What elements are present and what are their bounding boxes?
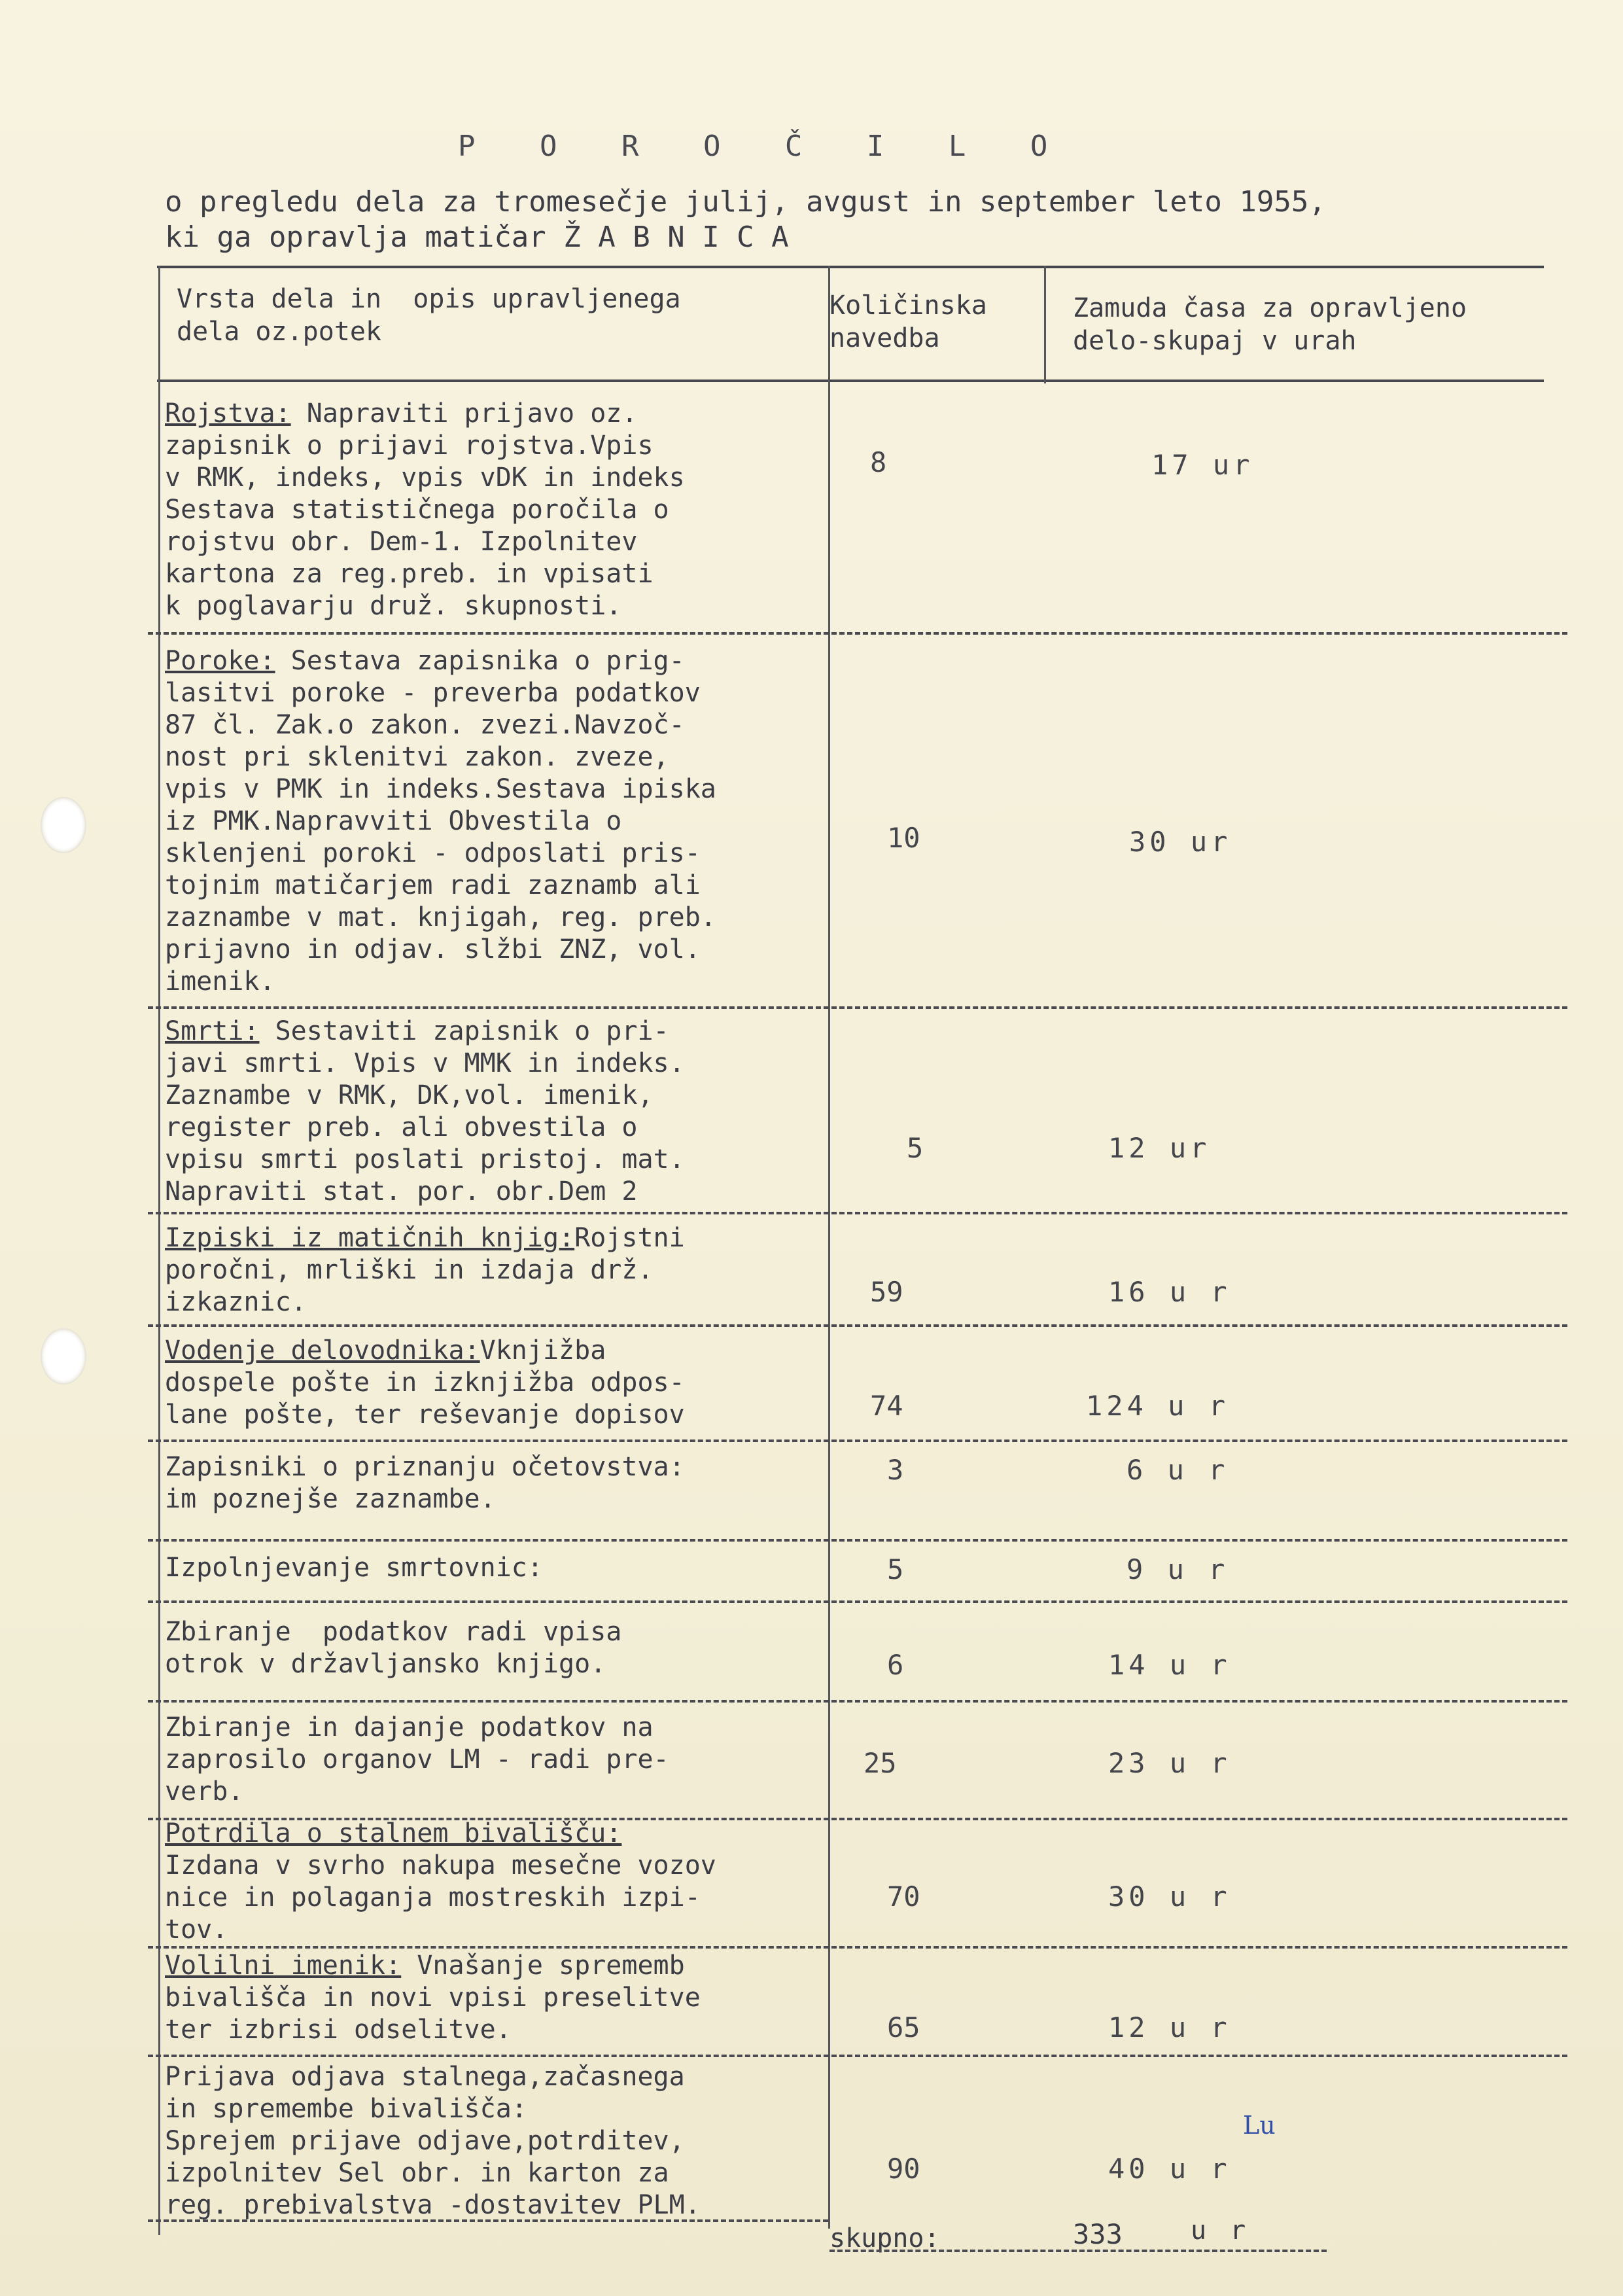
header-bottom-rule	[157, 380, 1544, 382]
table-top-rule	[157, 266, 1544, 268]
row-hours: 40 u r	[1108, 2153, 1231, 2185]
row-quantity: 70	[887, 1881, 920, 1913]
row-hours: 12 u r	[1108, 2011, 1231, 2043]
header-description	[177, 283, 681, 348]
row-quantity: 6	[887, 1649, 904, 1681]
row-quantity: 5	[887, 1553, 904, 1585]
row-text: Sestava zapisnika o prig- lasitvi poroke - preverba podatkov 87 čl. Zak.o zakon. zvezi.Navzoč- nost pri sklenitvi zakon. zveze, vpis v PMK in indeks.Sestava ipiska iz PMK.Napravviti Obvestila o sklenjeni poroki - odposlati pris- tojnim matičarjem radi zaznamb ali zaznambe v mat. knjigah, reg. preb. prijavno in odjav. slžbi ZNZ, vol. imenik.	[165, 646, 716, 997]
handwritten-note: Lu	[1243, 2111, 1276, 2140]
row-quantity: 3	[887, 1454, 904, 1486]
punch-hole	[41, 797, 86, 853]
row-divider	[148, 1700, 1567, 1703]
row-text: Napraviti prijavo oz. zapisnik o prijavi rojstva.Vpis v RMK, indeks, vpis vDK in indeks Sestava statističnega poročila o rojstvu obr. Dem-1. Izpolnitev kartona za reg.preb. in vpisati k poglavarju druž. skupnosti.	[165, 398, 685, 621]
row-hours: 16 u r	[1108, 1276, 1231, 1308]
row-lead: Smrti:	[165, 1016, 260, 1046]
row-text: Vnašanje sprememb bivališča in novi vpisi preselitve ter izbrisi odselitve.	[165, 1951, 701, 2045]
row-quantity: 25	[864, 1747, 897, 1779]
header-hours	[1073, 292, 1467, 357]
row-text: Izdana v svrho nakupa mesečne vozov nice in polaganja mostreskih izpi- tov.	[165, 1850, 716, 1945]
row-description	[165, 1818, 826, 1946]
row-quantity: 90	[887, 2153, 920, 2185]
row-lead: Volilni imenik:	[165, 1951, 402, 1981]
row-hours: 30 ur	[1129, 826, 1232, 858]
row-text: Zbiranje in dajanje podatkov na zaprosilo organov LM - radi pre- verb.	[165, 1712, 669, 1807]
row-lead: Rojstva:	[165, 398, 291, 429]
row-description	[165, 2061, 826, 2221]
row-hours: 23 u r	[1108, 1747, 1231, 1779]
row-divider	[148, 1439, 1567, 1442]
row-text: Izpolnjevanje smrtovnic:	[165, 1553, 543, 1583]
header-text: Količinska	[829, 291, 987, 321]
row-text: Vknjižba dospele pošte in izknjižba odpos- lane pošte, ter reševanje dopisov	[165, 1335, 685, 1430]
row-quantity: 74	[870, 1390, 903, 1422]
row-description	[165, 398, 826, 622]
row-text: Sestaviti zapisnik o pri- javi smrti. Vpis v MMK in indeks. Zaznambe v RMK, DK,vol. imenik, register preb. ali obvestila o vpisu smrti poslati pristoj. mat. Napraviti stat. por. obr.Dem 2	[165, 1016, 685, 1207]
row-text: Zapisniki o priznanju očetovstva: im poznejše zaznambe.	[165, 1452, 685, 1514]
subtitle-line: ki ga opravlja matičar Ž A B N I C A	[165, 221, 789, 254]
header-quantity	[829, 289, 987, 355]
punch-hole	[41, 1328, 86, 1385]
row-description	[165, 1552, 826, 1584]
row-divider	[148, 2219, 828, 2222]
column-divider	[1044, 266, 1046, 383]
row-text: Prijava odjava stalnega,začasnega in spremembe bivališča: Sprejem prijave odjave,potrditev, izpolnitev Sel obr. in karton za reg. prebivalstva -dostavitev PLM.	[165, 2062, 701, 2220]
row-quantity: 59	[870, 1276, 903, 1308]
row-hours: 12 ur	[1108, 1132, 1211, 1164]
header-text: delo-skupaj v urah	[1073, 326, 1357, 356]
row-divider	[148, 2055, 1567, 2057]
row-divider	[148, 1946, 1567, 1949]
row-lead: Vodenje delovodnika:	[165, 1335, 480, 1366]
header-text: Vrsta dela in opis upravljenega	[177, 284, 681, 314]
row-hours: 6 u r	[1126, 1454, 1229, 1486]
document-subtitle	[165, 185, 1326, 255]
table-left-border	[158, 266, 160, 2235]
total-value: 333	[1073, 2218, 1123, 2250]
row-divider	[148, 1600, 1567, 1603]
row-description	[165, 645, 826, 998]
header-text: Zamuda časa za opravljeno	[1073, 293, 1467, 323]
subtitle-line: o pregledu dela za tromesečje julij, avgust in september leto 1955,	[165, 185, 1326, 219]
total-label: skupno:	[829, 2223, 940, 2253]
row-divider	[148, 1006, 1567, 1009]
row-divider	[148, 632, 1567, 635]
row-description	[165, 1016, 826, 1208]
row-hours: 30 u r	[1108, 1881, 1231, 1913]
row-hours: 124 u r	[1086, 1390, 1230, 1422]
row-quantity: 8	[870, 446, 887, 478]
total-underline	[829, 2250, 1327, 2252]
row-description	[165, 1222, 826, 1318]
row-divider	[148, 1539, 1567, 1542]
row-text: Zbiranje podatkov radi vpisa otrok v državljansko knjigo.	[165, 1617, 622, 1679]
row-description	[165, 1712, 826, 1808]
row-quantity: 10	[887, 822, 920, 854]
column-divider	[828, 266, 830, 2229]
row-description	[165, 1616, 826, 1680]
row-divider	[148, 1324, 1567, 1327]
row-description	[165, 1451, 826, 1515]
row-description	[165, 1950, 826, 2046]
row-hours: 9 u r	[1126, 1553, 1229, 1585]
row-lead: Potrdila o stalnem bivališču:	[165, 1818, 622, 1848]
header-text: dela oz.potek	[177, 317, 382, 347]
row-hours: 17 ur	[1151, 449, 1254, 481]
row-description	[165, 1335, 826, 1431]
header-text: navedba	[829, 323, 940, 353]
row-lead: Izpiski iz matičnih knjig:	[165, 1223, 575, 1253]
row-hours: 14 u r	[1108, 1649, 1231, 1681]
row-quantity: 5	[907, 1132, 924, 1164]
row-lead: Poroke:	[165, 646, 275, 676]
total-unit: u r	[1191, 2216, 1250, 2246]
document-title: P O R O Č I L O	[458, 130, 1072, 163]
row-quantity: 65	[887, 2011, 920, 2043]
row-text: Rojstni poročni, mrliški in izdaja drž. izkaznic.	[165, 1223, 685, 1317]
row-divider	[148, 1212, 1567, 1214]
